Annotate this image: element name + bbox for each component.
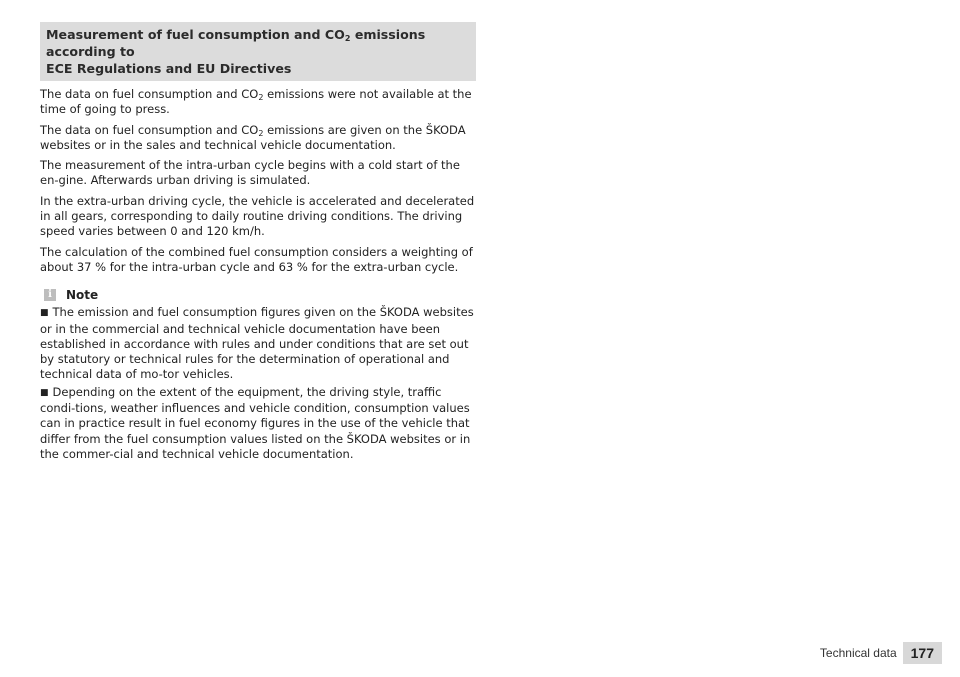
note-item-1: ■ The emission and fuel consumption figures given on the ŠKODA websites or in the commercial and technical vehicle documentation have been established in accordance with rules and under conditions that are set out by statutory or technical rules for the determination of operational and technical data of mo-tor vehicles. (40, 305, 474, 382)
bullet-icon: ■ (40, 387, 49, 398)
bullet-icon: ■ (40, 308, 49, 319)
footer-section-label: Technical data (819, 646, 897, 660)
paragraph-intra-urban: The measurement of the intra-urban cycle begins with a cold start of the en-gine. Afterwards urban driving is simulated. (40, 158, 460, 188)
paragraph-combined: The calculation of the combined fuel consumption considers a weighting of about 37 % for the intra-urban cycle and 63 % for the extra-urban cycle. (40, 244, 473, 274)
info-icon: i (44, 289, 56, 301)
note-heading (40, 287, 476, 303)
paragraph-availability: The data on fuel consumption and $CO_2$ emissions were not available at the time of going to press. (40, 87, 472, 117)
paragraph-extra-urban: In the extra-urban driving cycle, the vehicle is accelerated and decelerated in all gears, corresponding to daily routine driving conditions. The driving speed varies between 0 and 120 km/h. (40, 193, 475, 239)
note-item-2: ■ Depending on the extent of the equipment, the driving style, traffic condi-tions, weather influences and vehicle condition, consumption values can in practice result in fuel economy figures in the use of the vehicle that differ from the fuel consumption values listed on the ŠKODA websites or in the commer-cial and technical vehicle documentation. (40, 384, 471, 461)
content-column (40, 22, 476, 462)
page-footer (812, 642, 942, 664)
heading-line-1: Measurement of fuel consumption and $CO_2$ emissions according to (46, 27, 426, 59)
body-text (40, 87, 476, 275)
note-title: Note (66, 288, 99, 303)
section-heading (40, 22, 476, 81)
heading-line-2: ECE Regulations and EU Directives (46, 61, 292, 76)
page-number: 177 (903, 642, 942, 664)
paragraph-sources: The data on fuel consumption and $CO_2$ emissions are given on the ŠKODA websites or in the sales and technical vehicle documentation. (40, 122, 466, 152)
